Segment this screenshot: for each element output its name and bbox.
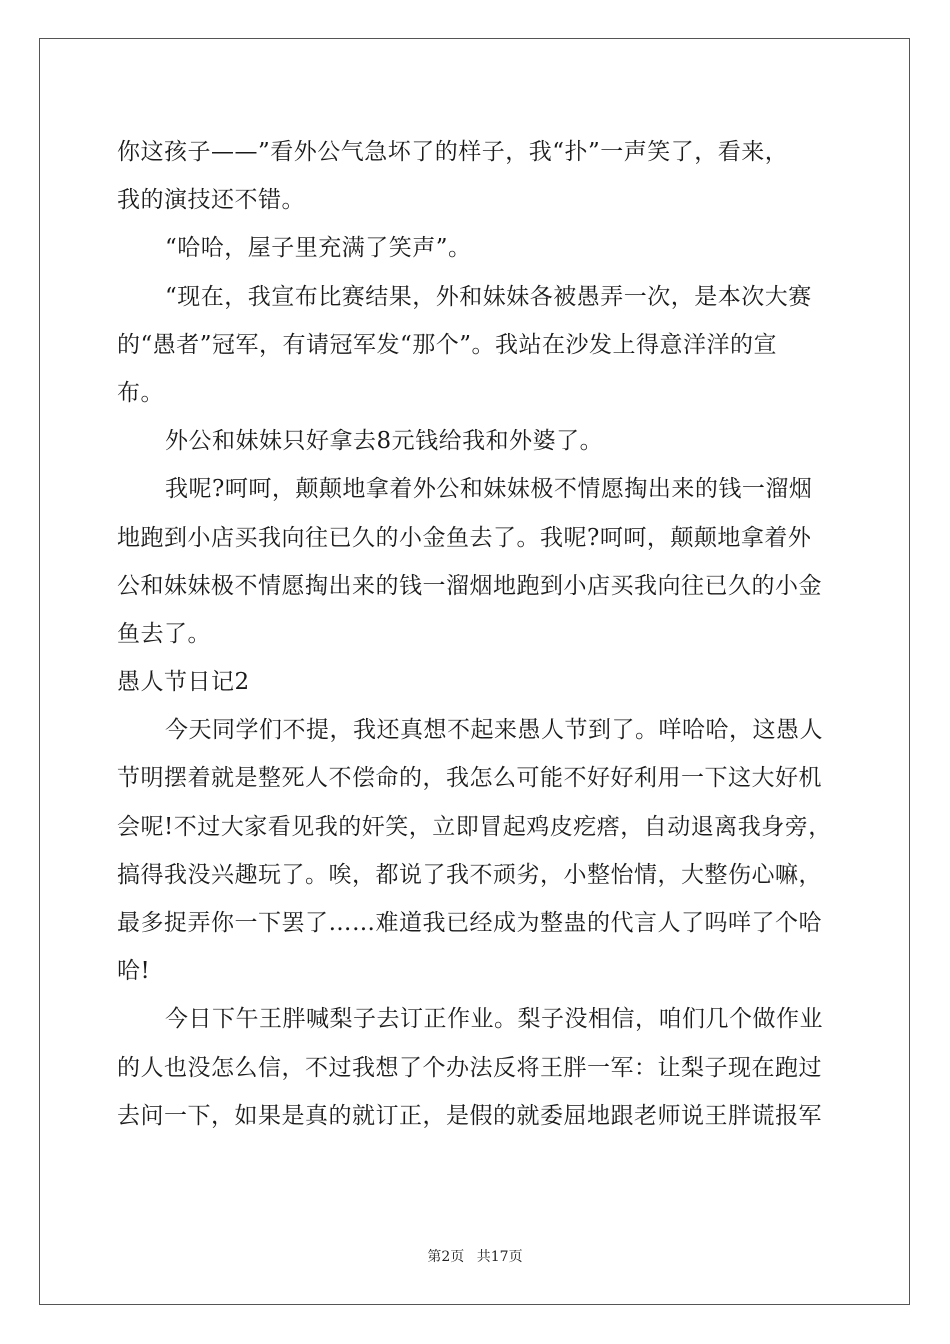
- text-line: “现在，我宣布比赛结果，外和妹妹各被愚弄一次，是本次大赛: [165, 283, 812, 310]
- page-total: 共17页: [476, 1249, 523, 1265]
- text-line: 最多捉弄你一下罢了……难道我已经成为整蛊的代言人了吗咩了个哈: [117, 910, 822, 936]
- text-line: 会呢!不过大家看见我的奸笑，立即冒起鸡皮疙瘩，自动退离我身旁，: [117, 813, 832, 840]
- document-body: [117, 128, 837, 1140]
- section-heading: 愚人节日记2: [117, 669, 250, 696]
- page-number: 第2页: [427, 1249, 465, 1265]
- page-footer: [0, 1246, 950, 1266]
- text-line: 公和妹妹极不情愿掏出来的钱一溜烟地跑到小店买我向往已久的小金: [117, 572, 822, 599]
- text-line: 我呢?呵呵，颠颠地拿着外公和妹妹极不情愿掏出来的钱一溜烟: [165, 476, 813, 503]
- text-line: 搞得我没兴趣玩了。唉，都说了我不顽劣，小整怡情，大整伤心嘛，: [117, 861, 822, 888]
- text-line: 你这孩子——”看外公气急坏了的样子，我“扑”一声笑了，看来，: [117, 139, 789, 165]
- text-line: 我的演技还不错。: [117, 187, 305, 214]
- text-line: 地跑到小店买我向往已久的小金鱼去了。我呢?呵呵，颠颠地拿着外: [117, 524, 812, 551]
- text-line: 外公和妹妹只好拿去8元钱给我和外婆了。: [165, 428, 604, 455]
- text-line: 哈!: [117, 958, 151, 985]
- text-line: 节明摆着就是整死人不偿命的，我怎么可能不好好利用一下这大好机: [117, 765, 822, 792]
- text-line: 的“愚者”冠军，有请冠军发“那个”。我站在沙发上得意洋洋的宣: [117, 331, 778, 358]
- text-line: 鱼去了。: [117, 620, 211, 647]
- text-line: 去问一下，如果是真的就订正，是假的就委屈地跟老师说王胖谎报军: [117, 1102, 822, 1129]
- text-line: 今日下午王胖喊梨子去订正作业。梨子没相信，咱们几个做作业: [165, 1006, 823, 1033]
- text-line: 今天同学们不提，我还真想不起来愚人节到了。咩哈哈，这愚人: [165, 717, 823, 744]
- text-line: “哈哈，屋子里充满了笑声”。: [165, 235, 472, 262]
- text-line: 布。: [117, 379, 164, 406]
- text-line: 的人也没怎么信，不过我想了个办法反将王胖一军：让梨子现在跑过: [117, 1054, 822, 1081]
